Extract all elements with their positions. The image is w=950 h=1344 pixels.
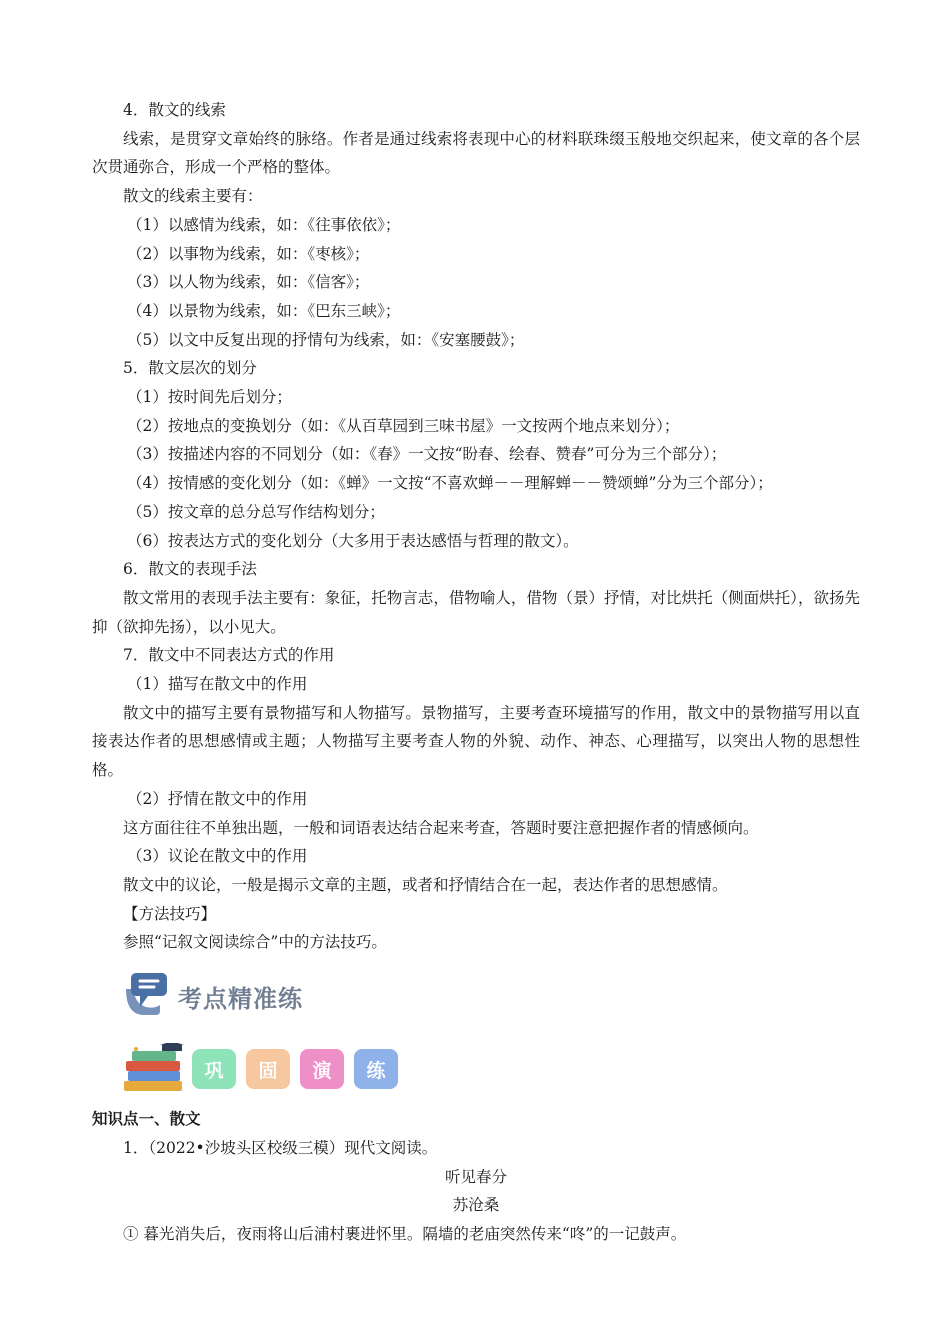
section7-sub-description: （1）描写在散文中的作用 [127,675,308,694]
section4-paragraph: 线索，是贯穿文章始终的脉络。作者是通过线索将表现中心的材料联珠缀玉般地交织起来，使文章的各个层次贯通弥合，形成一个严格的整体。 [92,129,860,177]
section5-item: （3）按描述内容的不同划分（如：《春》一文按“盼春、绘春、赞春”可分为三个部分）； [127,445,727,464]
bookmark-hand-icon [122,969,172,1019]
question-heading: 1．（2022•沙坡头区校级三模）现代文阅读。 [123,1138,438,1157]
tile-drill: 演 [300,1049,344,1089]
section5-item: （6）按表达方式的变化划分（大多用于表达感悟与哲理的散文）。 [127,531,579,550]
section5-heading: 5．散文层次的划分 [123,359,257,378]
method-heading: 【方法技巧】 [123,904,217,923]
section4-item: （5）以文中反复出现的抒情句为线索，如：《安塞腰鼓》； [127,330,525,349]
essay-title: 听见春分 [444,1167,507,1186]
books-icon [122,1043,188,1095]
method-paragraph: 参照“记叙文阅读综合”中的方法技巧。 [123,933,387,952]
tile-consolidate: 巩 [192,1049,236,1089]
section7-paragraph-description: 散文中的描写主要有景物描写和人物描写。景物描写，主要考查环境描写的作用，散文中的景物描写用以直接表达作者的思想感情或主题；人物描写主要考查人物的外貌、动作、神态、心理描写，以突出人物的思想性格。 [92,703,860,780]
section4-item: （3）以人物为线索，如：《信客》； [127,273,370,292]
essay-author: 苏沧桑 [452,1196,500,1215]
document-page [92,96,860,1249]
section7-sub-argument: （3）议论在散文中的作用 [127,847,308,866]
knowledge-heading: 知识点一、散文 [92,1109,201,1129]
section4-subheading: 散文的线索主要有： [123,187,263,206]
section7-sub-lyric: （2）抒情在散文中的作用 [127,789,308,808]
banner-title: 考点精准练 [178,985,303,1014]
section7-heading: 7．散文中不同表达方式的作用 [123,646,335,665]
section5-item: （2）按地点的变换划分（如：《从百草园到三味书屋》一文按两个地点来划分）； [127,416,680,435]
practice-tiles [122,1039,860,1099]
section5-item: （5）按文章的总分总写作结构划分； [127,502,385,521]
section7-paragraph-argument: 散文中的议论，一般是揭示文章的主题，或者和抒情结合在一起，表达作者的思想感情。 [123,875,728,894]
essay-first-paragraph: ① 暮光消失后，夜雨将山后浦村裹进怀里。隔墙的老庙突然传来“咚”的一记鼓声。 [123,1224,687,1243]
section7-paragraph-lyric: 这方面往往不单独出题，一般和词语表达结合起来考查，答题时要注意把握作者的情感倾向。 [123,818,759,837]
section5-item: （4）按情感的变化划分（如：《蝉》一文按“不喜欢蝉－－理解蝉－－赞颂蝉”分为三个部分）； [127,474,773,493]
practice-banner [122,969,860,1031]
tile-solid: 固 [246,1049,290,1089]
section4-item: （2）以事物为线索，如：《枣核》； [127,244,370,263]
section4-heading: 4．散文的线索 [123,101,226,119]
section6-heading: 6．散文的表现手法 [123,560,257,579]
section5-item: （1）按时间先后划分； [127,388,292,407]
section6-paragraph: 散文常用的表现手法主要有：象征，托物言志，借物喻人，借物（景）抒情，对比烘托（侧面烘托），欲扬先抑（欲抑先扬），以小见大。 [92,588,860,636]
tile-practice: 练 [354,1049,398,1089]
section4-item: （4）以景物为线索，如：《巴东三峡》； [127,301,401,320]
section4-item: （1）以感情为线索，如：《往事依依》； [127,215,401,234]
